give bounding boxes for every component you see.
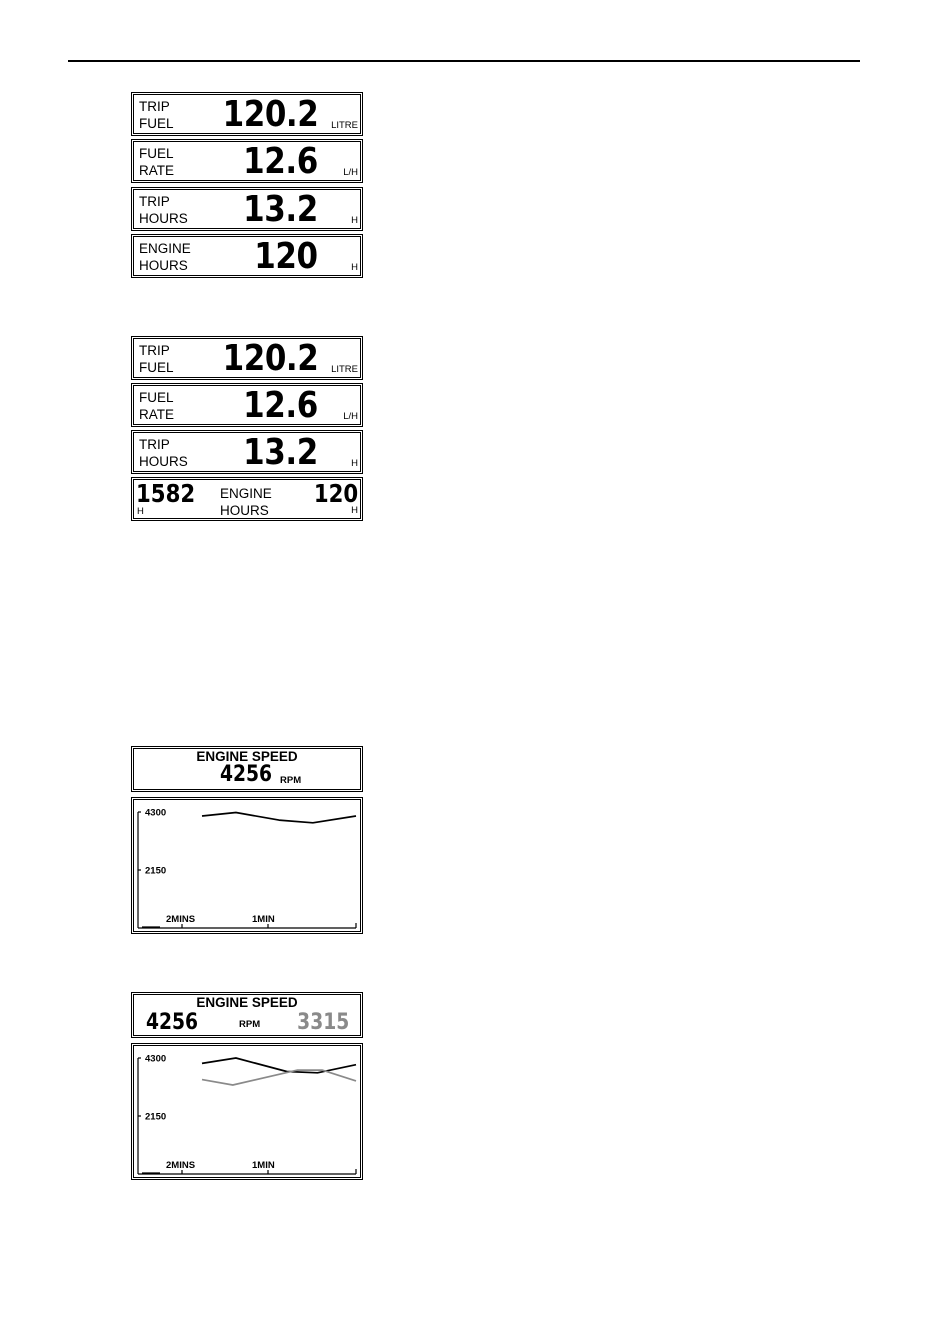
y-tick-label: 2150 bbox=[145, 1111, 167, 1123]
engine-speed-unit: RPM bbox=[280, 775, 302, 786]
row-unit: LITRE bbox=[331, 364, 358, 375]
row-unit: H bbox=[351, 215, 358, 226]
engine-speed-right-value: 3315 bbox=[296, 1010, 349, 1035]
row-label: ENGINE HOURS bbox=[220, 486, 272, 518]
row-value: 120.2 bbox=[222, 338, 318, 379]
left-unit: H bbox=[137, 506, 144, 517]
engine-speed-header bbox=[131, 746, 363, 792]
y-tick-label: 4300 bbox=[145, 807, 167, 819]
row-label: FUEL RATE bbox=[139, 146, 175, 178]
row-label: FUEL RATE bbox=[139, 390, 175, 422]
row-value: 120 bbox=[254, 236, 318, 277]
row-value: 12.6 bbox=[243, 385, 318, 426]
fuel-rate-row bbox=[131, 383, 363, 427]
row-value: 13.2 bbox=[243, 432, 318, 473]
engine-speed-value: 4256 bbox=[220, 762, 273, 787]
row-unit: L/H bbox=[343, 167, 358, 178]
row-label: TRIP HOURS bbox=[139, 437, 188, 469]
x-tick-label: 2MINS bbox=[166, 1160, 196, 1171]
trip-hours-row bbox=[131, 187, 363, 231]
row-value: 12.6 bbox=[243, 141, 318, 182]
x-tick-label: 2MINS bbox=[166, 914, 196, 925]
row-unit: H bbox=[351, 458, 358, 469]
engine-speed-title: ENGINE SPEED bbox=[196, 749, 298, 764]
y-tick-label: 4300 bbox=[145, 1053, 167, 1065]
row-unit: LITRE bbox=[331, 120, 358, 131]
series-line-1 bbox=[202, 813, 356, 823]
rpm-chart bbox=[132, 798, 364, 935]
trip-hours-row bbox=[131, 430, 363, 474]
x-tick-label: 1MIN bbox=[252, 914, 275, 925]
trip-fuel-row bbox=[131, 92, 363, 136]
header-rule bbox=[68, 60, 860, 62]
left-value: 1582 bbox=[136, 479, 196, 508]
fuel-rate-row bbox=[131, 139, 363, 183]
row-label: TRIP FUEL bbox=[139, 343, 174, 375]
row-label: ENGINE HOURS bbox=[139, 241, 191, 273]
series-line-1 bbox=[202, 1058, 356, 1073]
engine-speed-header bbox=[131, 992, 363, 1038]
row-unit: H bbox=[351, 262, 358, 273]
row-value: 13.2 bbox=[243, 189, 318, 230]
x-tick-label: 1MIN bbox=[252, 1160, 275, 1171]
engine-speed-graph bbox=[131, 1043, 363, 1180]
right-unit: H bbox=[351, 505, 358, 516]
y-tick-label: 2150 bbox=[145, 865, 167, 877]
row-value: 120.2 bbox=[222, 94, 318, 135]
right-value: 120 bbox=[313, 479, 358, 508]
row-label: TRIP FUEL bbox=[139, 99, 174, 131]
engine-speed-title: ENGINE SPEED bbox=[196, 995, 298, 1010]
engine-speed-left-value: 4256 bbox=[146, 1010, 199, 1035]
engine-hours-row bbox=[131, 234, 363, 278]
engine-hours-dual-row bbox=[131, 477, 363, 521]
trip-fuel-row bbox=[131, 336, 363, 380]
row-unit: L/H bbox=[343, 411, 358, 422]
series-line-2 bbox=[202, 1070, 356, 1085]
engine-speed-graph bbox=[131, 797, 363, 934]
engine-speed-unit: RPM bbox=[239, 1019, 261, 1030]
row-label: TRIP HOURS bbox=[139, 194, 188, 226]
rpm-chart bbox=[132, 1044, 364, 1181]
